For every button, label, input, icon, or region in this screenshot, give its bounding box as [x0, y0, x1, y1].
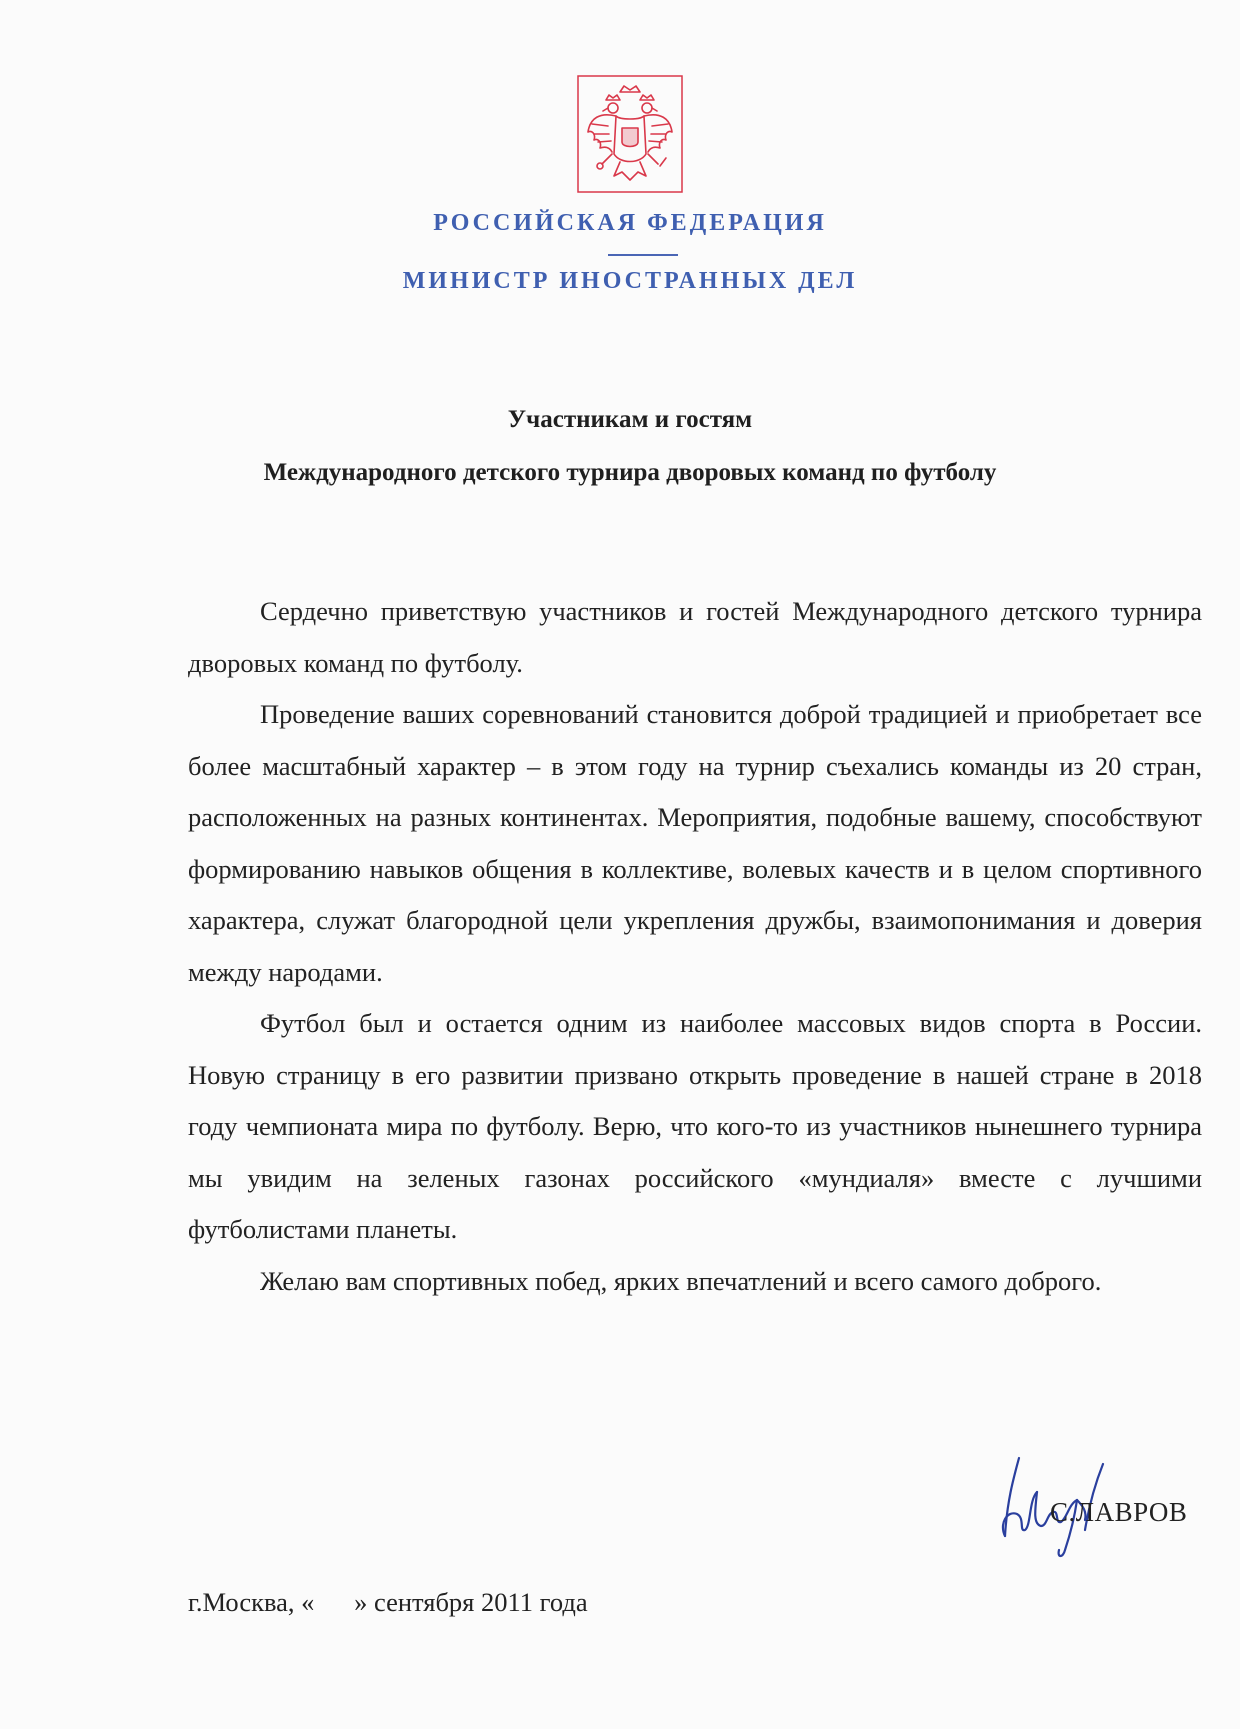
body-paragraph: Желаю вам спортивных побед, ярких впечатлений и всего самого доброго. [260, 1265, 1102, 1296]
body-paragraph: Сердечно приветствую участников и гостей Международного детского турнира дворовых команд по футболу. [188, 596, 1202, 678]
letter-body [188, 586, 1202, 1307]
letter-title-line-1: Участникам и гостям [507, 406, 753, 433]
coat-of-arms-icon [576, 74, 684, 194]
header-divider [608, 254, 678, 256]
country-heading: РОССИЙСКАЯ ФЕДЕРАЦИЯ [433, 210, 827, 236]
signer-name: С.ЛАВРОВ [1050, 1497, 1188, 1527]
body-paragraph: Проведение ваших соревнований становится доброй традицией и приобретает все более масштабный характер – в этом году на турнир съехались команды из 20 стран, расположенных на разных континентах. Мероприятия, подобные вашему, способствуют формированию навыков общения в коллективе, волевых качеств и в целом спортивного характера, служат благородной цели укрепления дружбы, взаимопонимания и доверия между народами. [188, 699, 1202, 987]
body-paragraph: Футбол был и остается одним из наиболее массовых видов спорта в России. Новую страницу в его развитии призвано открыть проведение в нашей стране в 2018 году чемпионата мира по футболу. Верю, что кого-то из участников нынешнего турнира мы увидим на зеленых газонах российского «мундиаля» вместе с лучшими футболистами планеты. [188, 1008, 1202, 1244]
place-and-date: г.Москва, « » сентября 2011 года [188, 1587, 588, 1617]
ministry-heading: МИНИСТР ИНОСТРАННЫХ ДЕЛ [402, 268, 858, 294]
letter-title-line-2: Международного детского турнира дворовых команд по футболу [263, 459, 997, 486]
